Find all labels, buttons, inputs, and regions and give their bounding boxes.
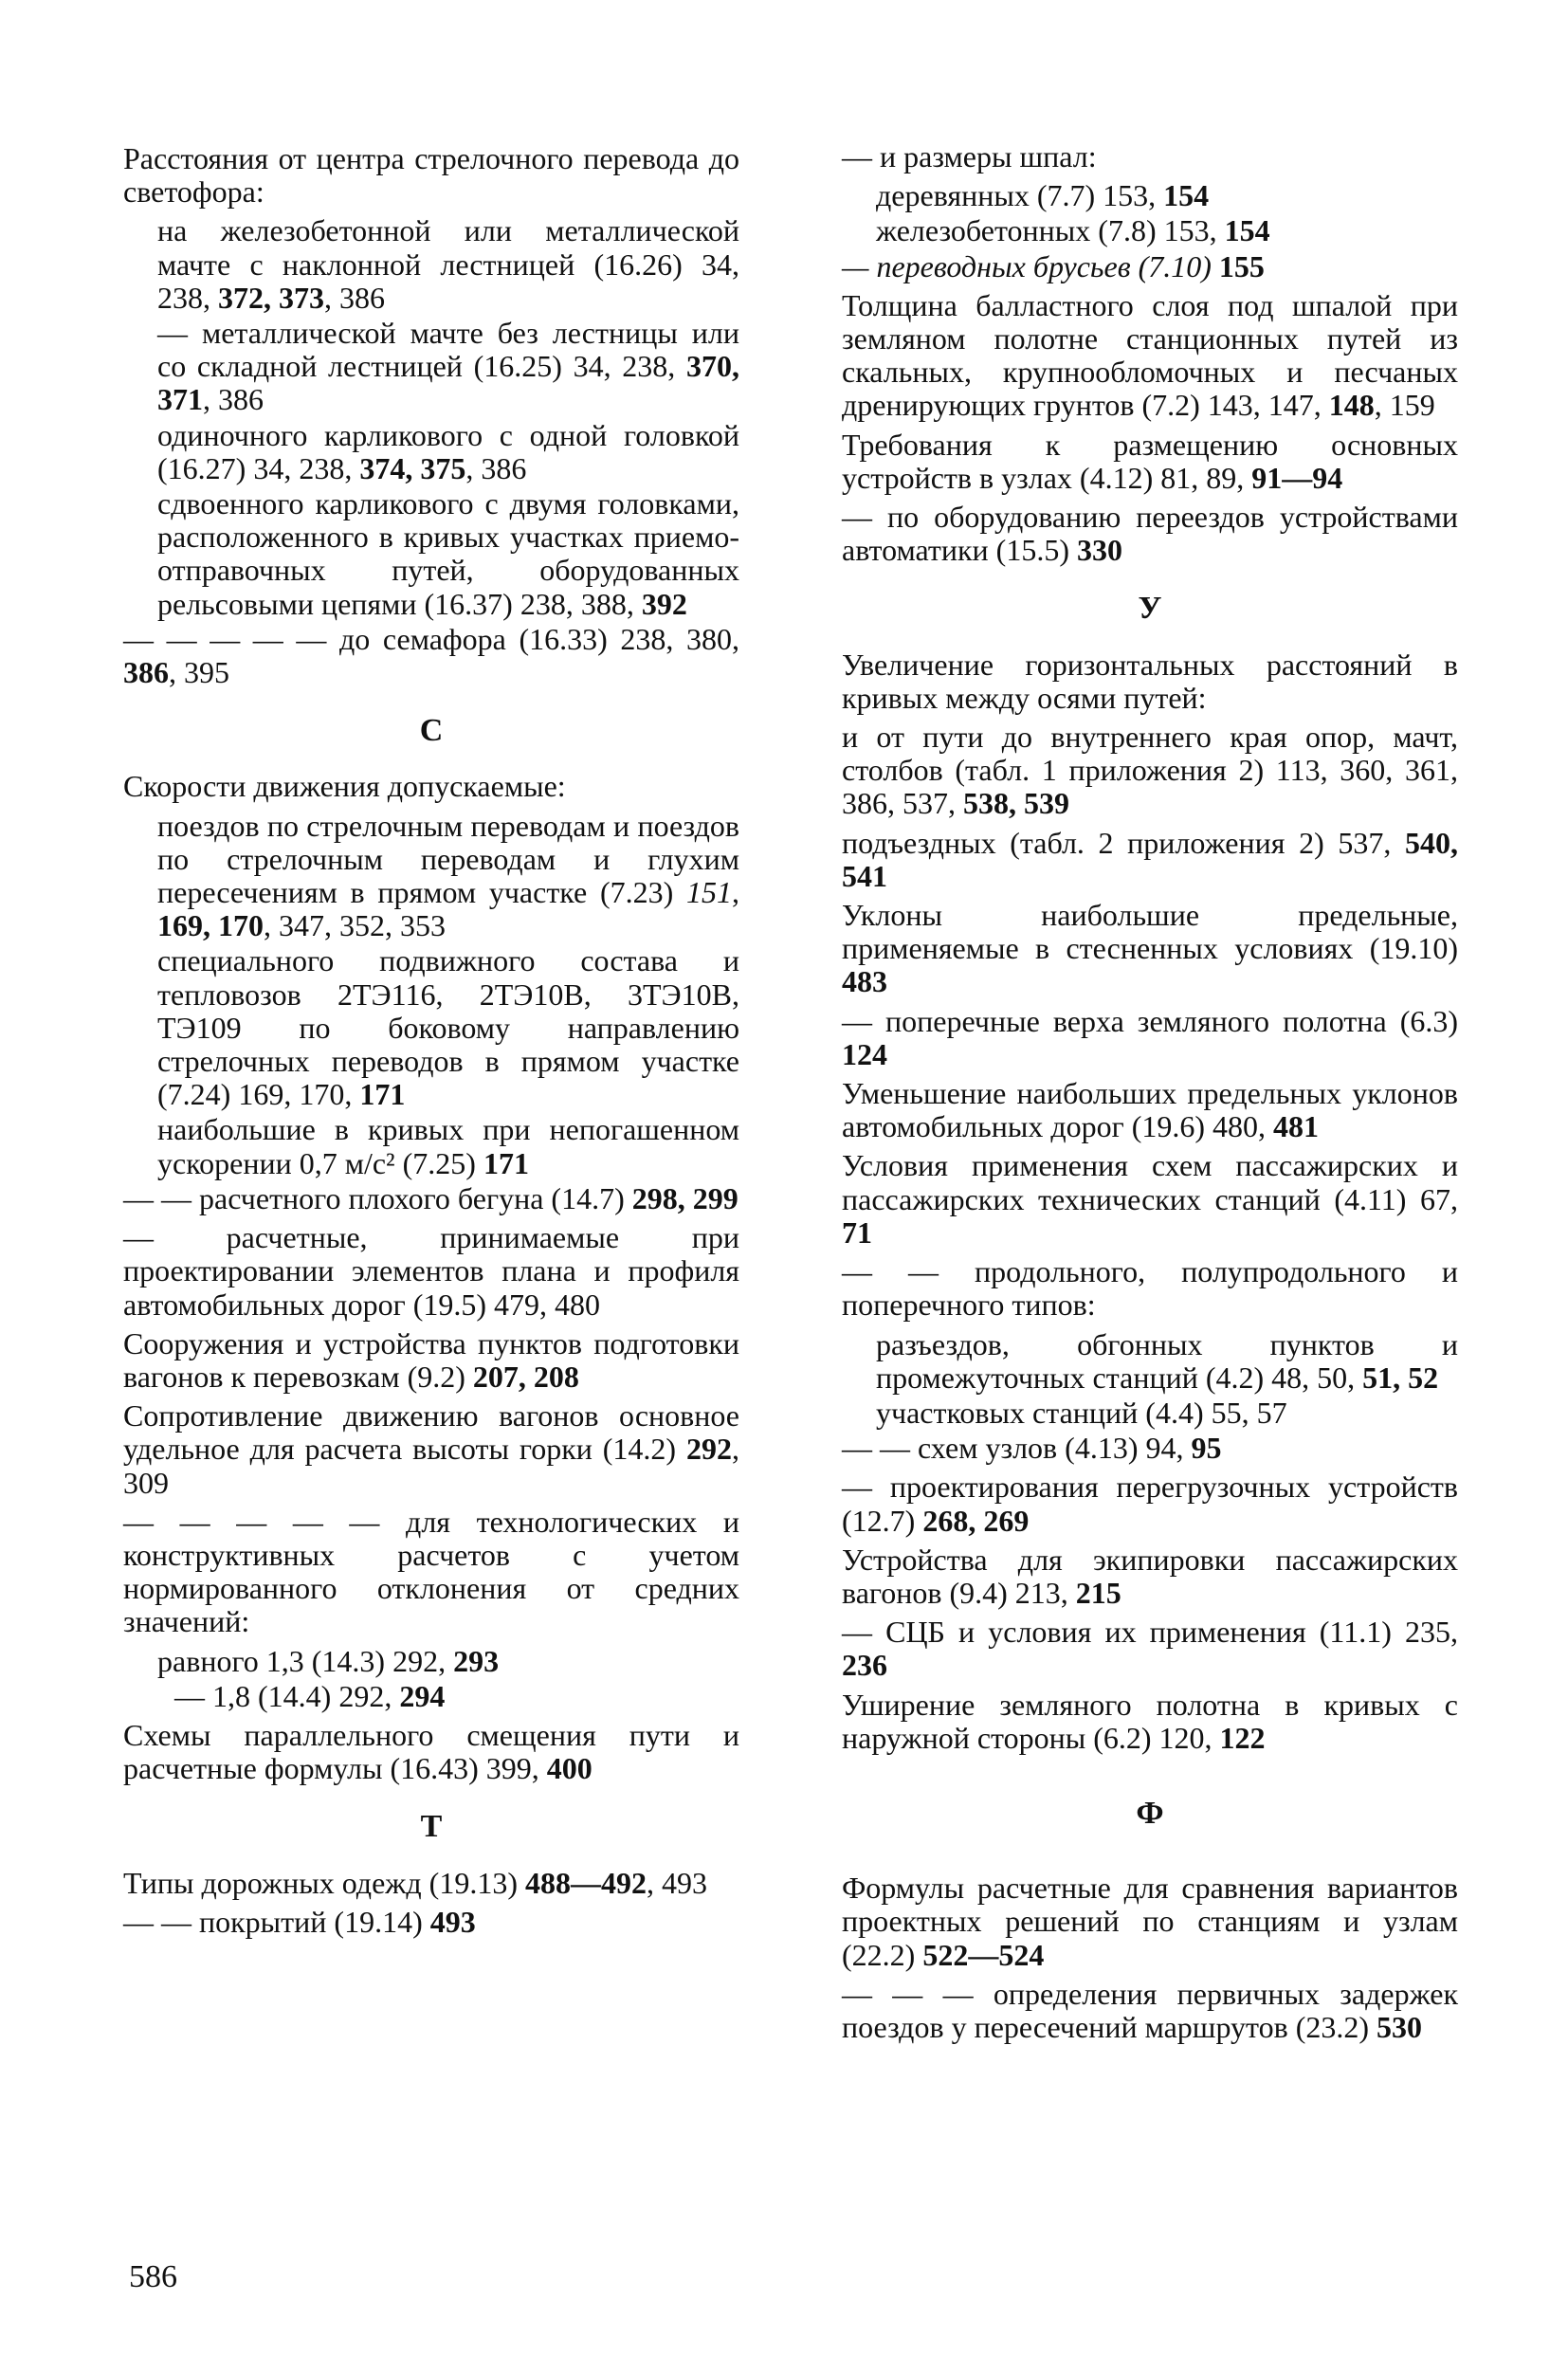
index-entry: Схемы параллельного смещения пути и расчетные формулы (16.43) 399, 400 — [123, 1717, 739, 1786]
left-column — [123, 142, 739, 1945]
index-entry: Формулы расчетные для сравнения вариантов проектных решений по станциям и узлам (22.2) 522—524 — [842, 1871, 1458, 1972]
index-subentry: — — расчетного плохого бегуна (14.7) 298, 299 — [123, 1180, 738, 1215]
index-entry: Уширение земляного полотна в кривых с наружной стороны (6.2) 120, 122 — [842, 1687, 1458, 1755]
index-subentry: наибольшие в кривых при непогашенном ускорении 0,7 м/с² (7.25) 171 — [157, 1112, 739, 1180]
index-subentry: на железобетонной или металлической мачте с наклонной лестницей (16.26) 34, 238, 372, 373, 386 — [157, 213, 739, 315]
index-entry: Устройства для экипировки пассажирских вагонов (9.4) 213, 215 — [842, 1542, 1458, 1610]
section-letter: Т — [420, 1809, 443, 1845]
section-letter: С — [419, 713, 444, 749]
index-subentry: и от пути до внутреннего края опор, мачт, столбов (табл. 1 приложения 2) 113, 360, 361, 386, 537, 538, 539 — [842, 720, 1458, 821]
index-subentry: — СЦБ и условия их применения (11.1) 235, 236 — [842, 1615, 1458, 1683]
index-subentry: — — схем узлов (4.13) 94, 95 — [842, 1431, 1222, 1466]
right-column — [842, 140, 1458, 2050]
index-subentry: — переводных брусьев (7.10) 155 — [842, 248, 1265, 283]
index-subentry: одиночного карликового с одной головкой (16.27) 34, 238, 374, 375, 386 — [157, 417, 739, 485]
index-entry: Сооружения и устройства пунктов подготовки вагонов к перевозкам (9.2) 207, 208 — [123, 1325, 739, 1394]
index-subentry: деревянных (7.7) 153, 154 — [876, 178, 1210, 213]
index-entry: Типы дорожных одежд (19.13) 488—492, 493 — [123, 1865, 707, 1900]
index-subentry: — и размеры шпал: — [842, 139, 1097, 173]
index-entry: Уменьшение наибольших предельных уклонов автомобильных дорог (19.6) 480, 481 — [842, 1076, 1458, 1144]
section-letter: У — [1138, 591, 1162, 627]
index-subentry: — — — — — для технологических и конструктивных расчетов с учетом нормированного отклонения от средних значений: — [123, 1504, 739, 1639]
index-subentry: участковых станций (4.4) 55, 57 — [876, 1395, 1287, 1430]
index-subentry: специального подвижного состава и тепловозов 2ТЭ116, 2ТЭ10В, 3ТЭ10В, ТЭ109 по боковому направлению стрелочных переводов в прямом участке (7.24) 169, 170, 171 — [157, 943, 739, 1112]
index-entry: Толщина балластного слоя под шпалой при земляном полотне станционных путей из скальных, крупнообломочных и песчаных дренирующих грунтов (7.2) 143, 147, 148, 159 — [842, 287, 1458, 423]
index-subentry: поездов по стрелочным переводам и поездов по стрелочным переводам и глухим пересечениям в прямом участке (7.23) 151, 169, 170, 347, 352, 353 — [157, 808, 739, 943]
index-subentry: — проектирования перегрузочных устройств (12.7) 268, 269 — [842, 1470, 1458, 1538]
index-subentry: — металлической мачте без лестницы или со складной лестницей (16.25) 34, 238, 370, 371, 386 — [157, 316, 739, 417]
index-entry: Требования к размещению основных устройств в узлах (4.12) 81, 89, 91—94 — [842, 427, 1458, 495]
index-subentry: — 1,8 (14.4) 292, 294 — [174, 1678, 446, 1713]
index-entry: Уклоны наибольшие предельные, применяемые в стесненных условиях (19.10) 483 — [842, 898, 1458, 999]
index-entry: Расстояния от центра стрелочного перевода до светофора: — [123, 141, 739, 210]
index-entry: Скорости движения допускаемые: — [123, 769, 566, 804]
index-subentry: — по оборудованию переездов устройствами автоматики (15.5) 330 — [842, 500, 1458, 568]
index-subentry: подъездных (табл. 2 приложения 2) 537, 540, 541 — [842, 825, 1458, 893]
index-entry: Сопротивление движению вагонов основное удельное для расчета высоты горки (14.2) 292, 309 — [123, 1398, 739, 1500]
index-entry: Увеличение горизонтальных расстояний в кривых между осями путей: — [842, 647, 1458, 715]
index-subentry: — — — — — до семафора (16.33) 238, 380, 386, 395 — [123, 621, 739, 690]
page-number: 586 — [129, 2259, 177, 2294]
index-subentry: — — — определения первичных задержек поездов у пересечений маршрутов (23.2) 530 — [842, 1976, 1458, 2044]
section-letter: Ф — [1136, 1795, 1164, 1831]
index-subentry: — расчетные, принимаемые при проектировании элементов плана и профиля автомобильных дорог (19.5) 479, 480 — [123, 1220, 739, 1322]
index-subentry: железобетонных (7.8) 153, 154 — [876, 213, 1270, 248]
index-subentry: разъездов, обгонных пунктов и промежуточных станций (4.2) 48, 50, 51, 52 — [876, 1326, 1458, 1395]
index-subentry: равного 1,3 (14.3) 292, 293 — [157, 1643, 500, 1678]
index-subentry: сдвоенного карликового с двумя головками, расположенного в кривых участках приемо-отправочных путей, оборудованных рельсовыми цепями (16.37) 238, 388, 392 — [157, 486, 739, 621]
index-subentry: — — продольного, полупродольного и поперечного типов: — [842, 1254, 1458, 1323]
index-entry: Условия применения схем пассажирских и пассажирских технических станций (4.11) 67, 71 — [842, 1148, 1458, 1250]
index-subentry: — поперечные верха земляного полотна (6.3) 124 — [842, 1003, 1458, 1071]
index-subentry: — — покрытий (19.14) 493 — [123, 1904, 476, 1939]
